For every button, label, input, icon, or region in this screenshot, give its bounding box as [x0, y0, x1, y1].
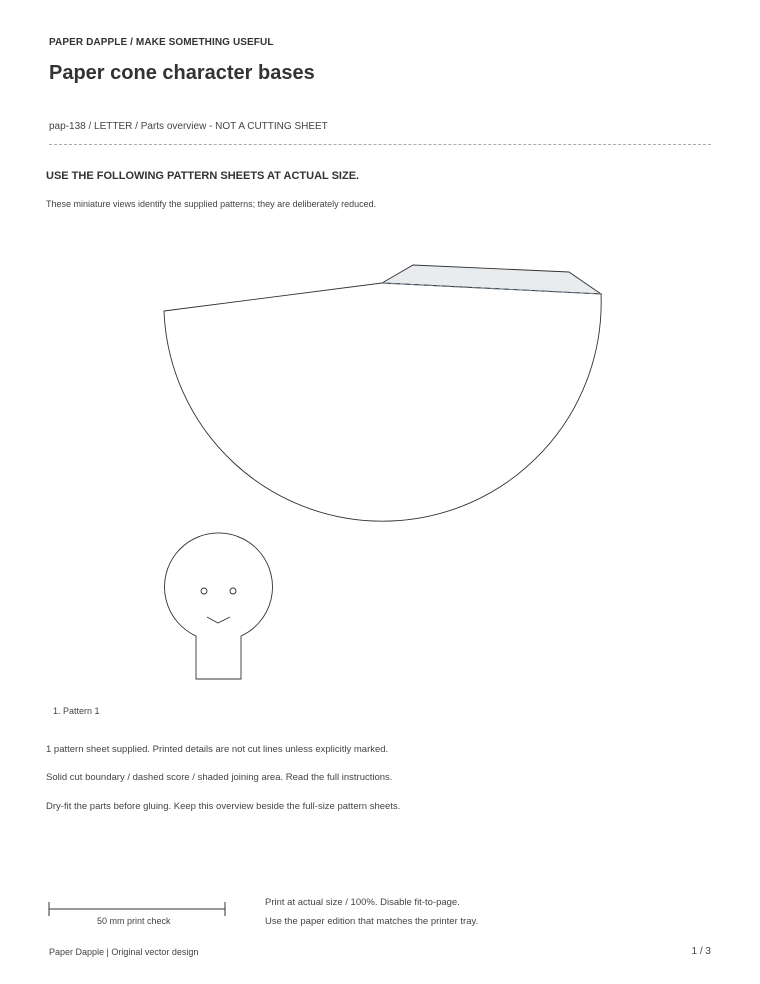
page-number: 1 / 3 [691, 946, 711, 957]
note-dry-fit: Dry-fit the parts before gluing. Keep this overview beside the full-size pattern sheets. [46, 801, 401, 812]
head-cut-outline [165, 533, 273, 679]
paper-instruction: Use the paper edition that matches the printer tray. [265, 916, 479, 927]
print-instruction: Print at actual size / 100%. Disable fit-to-page. [265, 897, 460, 908]
page-title: Paper cone character bases [49, 62, 315, 84]
cone-pattern [164, 265, 601, 521]
scale-label: 50 mm print check [97, 916, 171, 926]
brand-line: PAPER DAPPLE / MAKE SOMETHING USEFUL [49, 37, 274, 48]
head-pattern [165, 533, 273, 679]
document-meta: pap-138 / LETTER / Parts overview - NOT A CUTTING SHEET [49, 121, 328, 132]
instructions-subtext: These miniature views identify the supplied patterns; they are deliberately reduced. [46, 199, 377, 209]
cone-cut-outline [164, 283, 601, 521]
figure-caption: 1. Pattern 1 [53, 706, 100, 716]
instructions-heading: USE THE FOLLOWING PATTERN SHEETS AT ACTUAL SIZE. [46, 170, 360, 182]
footer-credit: Paper Dapple | Original vector design [49, 947, 199, 957]
note-sheets: 1 pattern sheet supplied. Printed details are not cut lines unless explicitly marked. [46, 744, 389, 755]
scale-bar [49, 902, 225, 916]
note-legend: Solid cut boundary / dashed score / shaded joining area. Read the full instructions. [46, 772, 393, 783]
